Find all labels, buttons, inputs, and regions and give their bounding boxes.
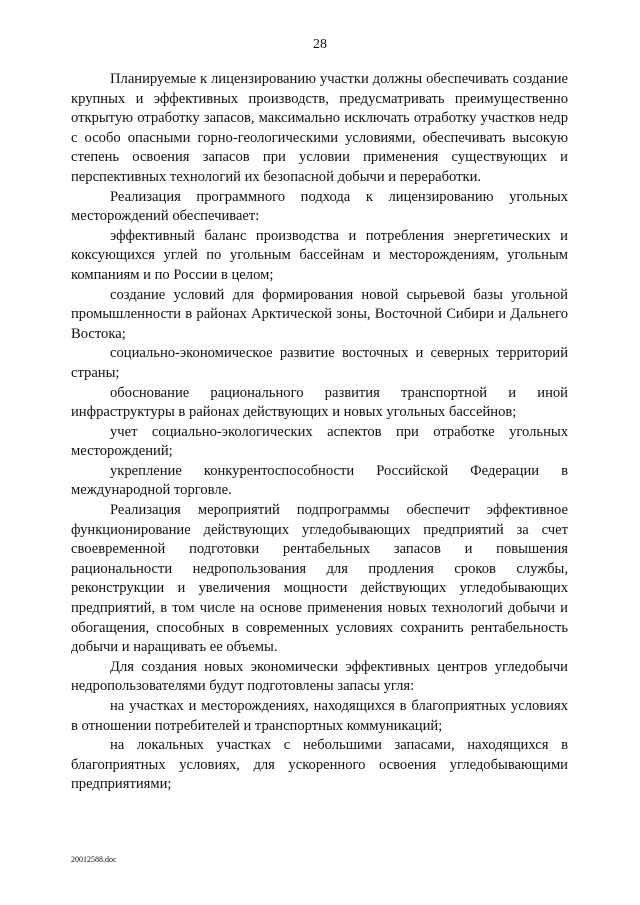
list-item-favorable-sites: на участках и месторождениях, находящихся в благоприятных условиях в отношении потребителей и транспортных коммуникаций; bbox=[71, 698, 568, 734]
list-item-local-sites: на локальных участках с небольшими запасами, находящихся в благоприятных условиях, для ускоренного освоения угледобывающими предприятиями; bbox=[71, 737, 568, 793]
paragraph-new-centers: Для создания новых экономически эффективных центров угледобычи недропользователями будут подготовлены запасы угля: bbox=[71, 658, 568, 695]
paragraph-licensing-plots: Планируемые к лицензированию участки должны обеспечивать создание крупных и эффективных производств, предусматривать преимущественно открытую отработку запасов, максимально исключать отработку участков недр с особо опасными горно-геологическими условиями, обеспечивать высокую степень освоения запасов при условии применения существующих и перспективных технологий их безопасной добычи и переработки. bbox=[71, 71, 568, 185]
list-item-infrastructure: обоснование рационального развития транспортной и иной инфраструктуры в районах действующих и новых угольных бассейнов; bbox=[71, 384, 568, 421]
list-item-socio-economic: социально-экономическое развитие восточных и северных территорий страны; bbox=[71, 345, 568, 381]
list-item-competitiveness: укрепление конкурентоспособности Российской Федерации в международной торговле. bbox=[71, 462, 568, 499]
list-item-raw-material-base: создание условий для формирования новой сырьевой базы угольной промышленности в районах Арктической зоны, Восточной Сибири и Дальнего Востока; bbox=[71, 286, 568, 342]
paragraph-subprogram-measures: Реализация мероприятий подпрограммы обеспечит эффективное функционирование действующих угледобывающих предприятий за счет своевременной подготовки рентабельных запасов и повышения рациональности недропользования для продления сроков службы, реконструкции и увеличения мощности действующих угледобывающих предприятий, в том числе на основе применения новых технологий добычи и обогащения, способных в современных условиях сохранить рентабельность добычи и наращивать ее объемы. bbox=[71, 502, 568, 656]
footer-filename: 20012588.doc bbox=[71, 855, 117, 864]
list-item-ecology: учет социально-экологических аспектов при отработке угольных месторождений; bbox=[71, 423, 568, 460]
document-body bbox=[71, 70, 568, 795]
paragraph-program-approach: Реализация программного подхода к лицензированию угольных месторождений обеспечивает: bbox=[71, 188, 568, 225]
page-number: 28 bbox=[313, 37, 327, 52]
list-item-energy-balance: эффективный баланс производства и потребления энергетических и коксующихся углей по угольным бассейнам и месторождениям, угольным компаниям и по России в целом; bbox=[71, 227, 568, 283]
